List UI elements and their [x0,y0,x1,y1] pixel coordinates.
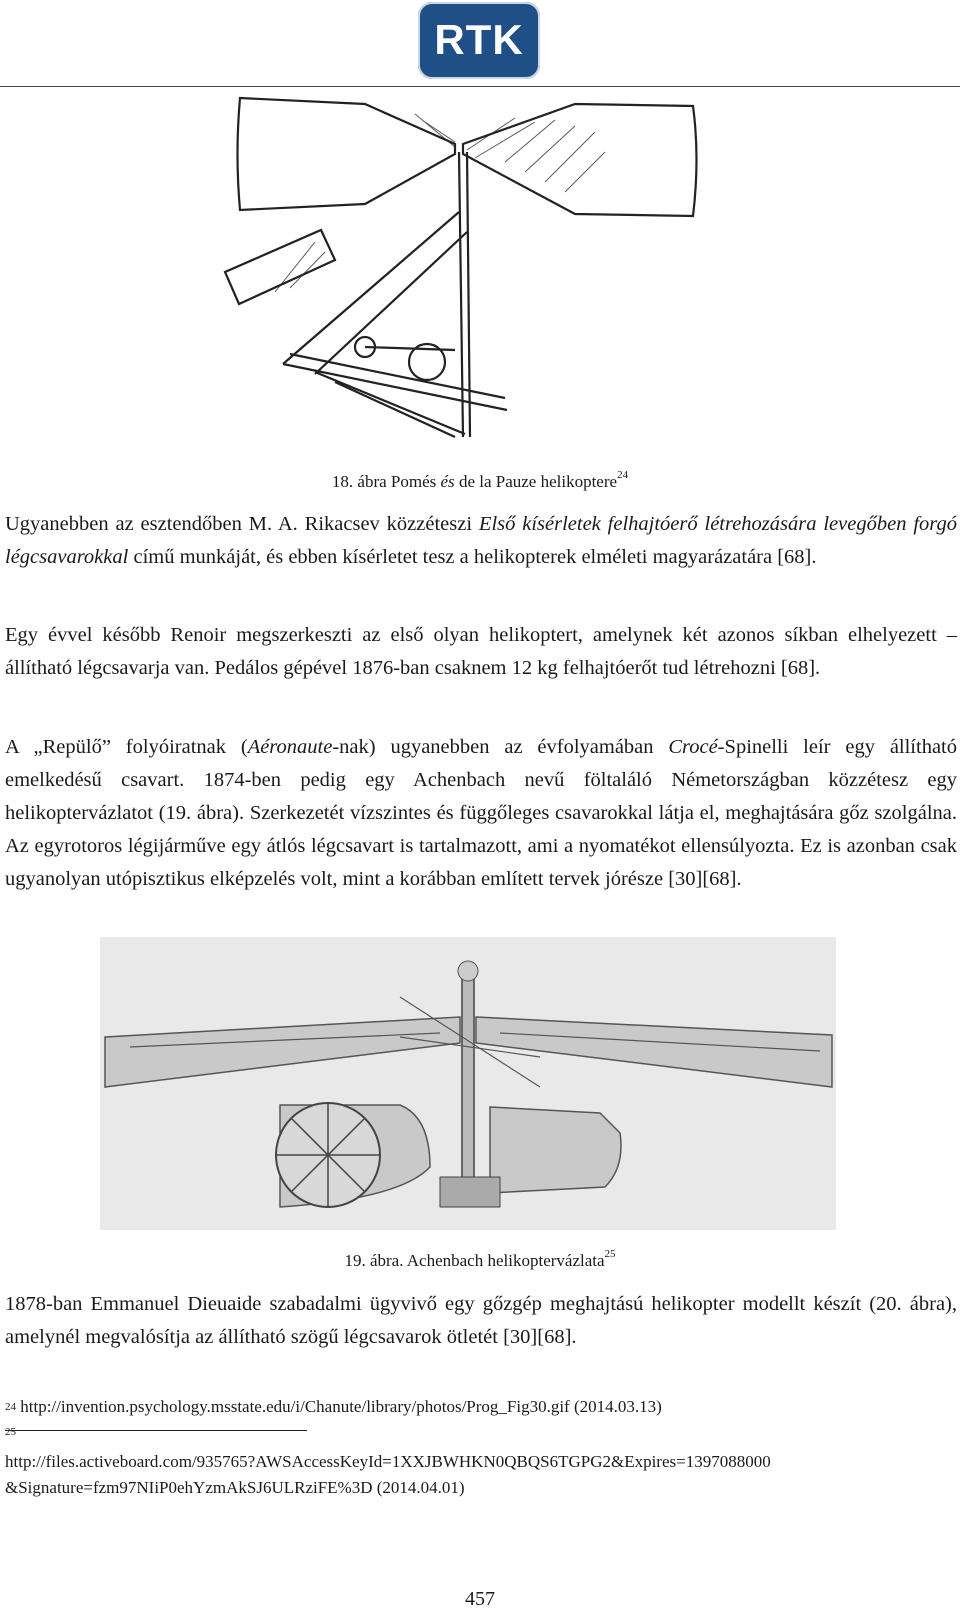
page-number: 457 [465,1588,495,1610]
figure-19-caption: 19. ábra. Achenbach helikoptervázlata$^{25}$ [344,1248,616,1270]
footnote-25: 25 [5,1426,16,1438]
figure-18-helicopter-drawing [215,92,705,447]
footnote-ref-24[interactable]: 24 [617,469,629,481]
rtk-logo [418,2,540,79]
page-header [0,0,960,88]
footnote-24: $^{24}$ http://invention.psychology.msstate.edu/i/Chanute/library/photos/Prog_Fig30.gif (2014.03.13) [5,1397,662,1416]
logo-text: RTK [434,16,524,63]
paragraph-1: Ugyanebben az esztendőben M. A. Rikacsev közzéteszi Első kísérletek felhajtóerő létrehozására levegőben forgó légcsavarokkal című munkáját, és ebben kísérletet tesz a helikopterek elméleti magyarázatára [68]. [5,513,957,568]
figure-19-achenbach-drawing [100,937,836,1230]
paragraph-2: Egy évvel később Renoir megszerkeszti az első olyan helikoptert, amelynek két azonos síkban elhelyezett – állítható légcsavarja van. Pedálos gépével 1876-ban csaknem 12 kg felhajtóerőt tud létrehozni [68]. [5,624,957,679]
footnote-25-link-line2[interactable]: &Signature=fzm97NIiP0ehYzmAkSJ6ULRziFE%3D (2014.04.01) [5,1478,465,1497]
paragraph-4: 1878-ban Emmanuel Dieuaide szabadalmi ügyvivő egy gőzgép meghajtású helikopter modellt készít (20. ábra), amelynél megvalósítja az állítható szögű légcsavarok ötletét [30][68]. [5,1293,957,1348]
footnote-24-link[interactable]: http://invention.psychology.msstate.edu/i/Chanute/library/photos/Prog_Fig30.gif (2014.03.13) [20,1397,662,1416]
footnote-ref-25[interactable]: 25 [604,1248,616,1260]
footnote-25-link-line1[interactable]: http://files.activeboard.com/935765?AWSAccessKeyId=1XXJBWHKN0QBQS6TGPG2&Expires=1397088000 [5,1452,771,1471]
figure-18-caption: 18. ábra Pomés és de la Pauze helikoptere$^{24}$ [331,469,629,491]
paragraph-3: A „Repülő” folyóiratnak (Aéronaute-nak) ugyanebben az évfolyamában Crocé-Spinelli leír egy állítható emelkedésű csavart. 1874-ben pedig egy Achenbach nevű föltaláló Németországban közzétesz egy helikoptervázlatot (19. ábra). Szerkezetét vízszintes és függőleges csavarokkal látja el, meghajtására gőz szolgálna. Az egyrotoros légijárműve egy átlós légcsavart is tartalmazott, ami a nyomatékot ellensúlyozta. Ez is azonban csak ugyanolyan utópisztikus elképzelés volt, mint a korábban említett tervek jórésze [30][68]. [5,736,957,890]
header-divider [0,86,960,87]
footnote-divider [5,1430,307,1431]
